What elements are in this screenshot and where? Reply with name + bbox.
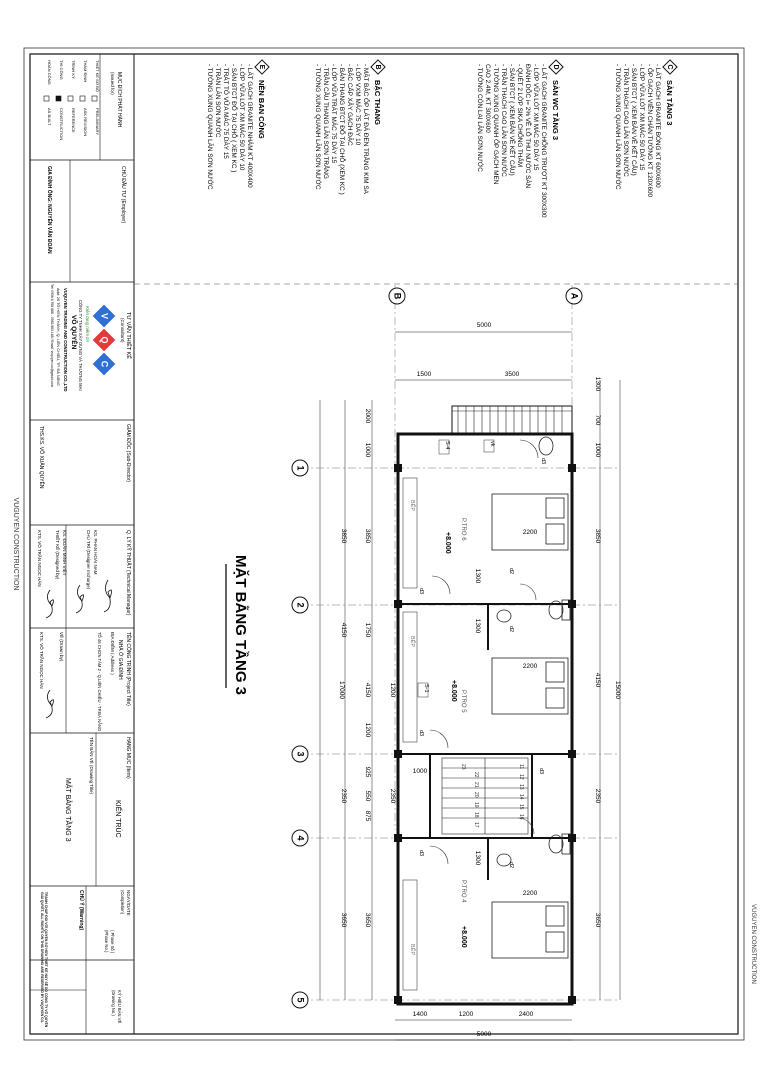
drawing-no-label: KÝ HIỆU BẢN VẼ xyxy=(117,990,122,1024)
drawing-no-sub: (Drawing No.) xyxy=(111,990,116,1016)
logo-letter-v: V xyxy=(99,312,110,320)
logo-letter-q: Q xyxy=(99,336,110,344)
phase-sub: (Phase No.) xyxy=(104,930,109,953)
note-line: - TRẦN CẦU THANG LĂN SƠN TRẮNG xyxy=(322,64,329,179)
notes-area xyxy=(206,60,677,218)
note-line: - TRẦN THẠCH CAO LĂN SƠN NƯỚC xyxy=(500,64,507,177)
note-line: - LÁT GẠCH GRANITE NHÁM KT 400X400 xyxy=(246,64,253,188)
outer-border xyxy=(24,48,744,1040)
note-line: - LỚP VỮA LÓT XM MÁC 50 DÀY 15 xyxy=(532,64,539,171)
dimension-label: 3850 xyxy=(340,528,347,544)
dimension-label: 1400 xyxy=(412,1011,428,1018)
dimension-label: 1200 xyxy=(458,1011,474,1018)
dimension-label: 3650 xyxy=(364,912,371,928)
dimension-label: 4150 xyxy=(340,622,347,638)
dimension-label: 3650 xyxy=(340,912,347,928)
dimension-label: 2400 xyxy=(518,1011,534,1018)
company-logo xyxy=(85,305,115,376)
doors xyxy=(430,440,538,864)
project-name: NHÀ Ở GIA ĐÌNH xyxy=(117,640,123,680)
dimension-label: 550 xyxy=(364,790,371,802)
axis-label-5: 5 xyxy=(295,997,306,1003)
drawn-by-label: VẼ (Drawn by) xyxy=(59,632,64,662)
sanitary-fixtures xyxy=(497,437,570,869)
kitchen-label-3: BẾP xyxy=(409,944,415,956)
dimension-label: 1200 xyxy=(389,682,396,698)
note-line: - TƯỜNG XUNG QUANH LĂN SƠN NƯỚC xyxy=(206,64,213,190)
employer-name: GIA ĐÌNH ÔNG: NGUYỄN VĂN ĐOÀN xyxy=(46,166,52,254)
staircase xyxy=(442,758,528,834)
signature-chutri xyxy=(76,585,84,613)
note-line: - BẢN THANG BTCT ĐỔ TẠI CHỖ (XEM KC ) xyxy=(338,64,345,195)
side-company-label-right: VUGUYEN CONSTRUCTION xyxy=(750,904,756,984)
director-name: THS.KS. VÕ XUÂN QUYỀN xyxy=(38,426,44,489)
dimension-label: 15000 xyxy=(614,680,621,700)
dimension-label: 1300 xyxy=(594,376,601,392)
note-line: - TRẦN THẠCH CAO LĂN SƠN NƯỚC xyxy=(622,64,629,177)
note-line: - LÁT GẠCH GRANITE CHỐNG TRƯỢT KT 300X300 xyxy=(540,64,547,218)
dimension-labels xyxy=(338,322,621,1038)
note-line: - TRẦN LĂN SƠN NƯỚC xyxy=(214,64,221,138)
designed-by-label: THIẾT KẾ (Designed by) xyxy=(55,530,60,580)
drawing-title: MẶT BẰNG TẦNG 3 xyxy=(232,555,249,695)
item-value: KIẾN TRÚC xyxy=(114,800,121,838)
designer-incharge-label: CHỦ TRÌ (Designer Incharge) xyxy=(86,530,91,590)
note-line: - LỚP VỮA TRÁT MÁC 75 DÀY 15 xyxy=(330,64,337,164)
dimension-label: 17000 xyxy=(338,680,345,700)
dimension-label: 1500 xyxy=(416,371,432,378)
svg-text:d2: d2 xyxy=(508,568,514,575)
svg-text:d2: d2 xyxy=(508,626,514,633)
dimension-label: 2350 xyxy=(594,788,601,804)
note-line: - SÀN BTCT ( XEM BẢN VẼ KẾT CẤU) xyxy=(508,64,515,176)
designer-incharge-name: KS. ĐOÀN MINH VIỆT xyxy=(62,530,67,576)
stair-step-number: 22 xyxy=(473,772,479,778)
dimension-label: 1200 xyxy=(364,722,371,738)
axis-label-4: 4 xyxy=(295,835,306,841)
issued-for-checkbox xyxy=(80,96,85,101)
note-letter: E xyxy=(258,64,266,70)
dimension-label: 1000 xyxy=(412,768,428,775)
stair-step-number: 23 xyxy=(460,764,466,770)
warning-text: TRANH CHẤP ĐỐI VỚI QUYỀN SỞ HỮU THIẾT KẾ NÀY SẼ DO CÔNG TY VÕ QUYÊN GIẢI QUYẾT. ALL RIGHTS ON THIS DRAWING ARE RESERVED BY VUQUYEN CO. xyxy=(39,892,48,1028)
phase-label: ( Phase Số ) xyxy=(110,930,115,954)
axis-label-2: 2 xyxy=(295,602,306,608)
note-line: - TƯỜNG XUNG QUANH LĂN SƠN NƯỚC xyxy=(614,64,621,190)
address-label: ĐỊA ĐIỂM ( Address ) xyxy=(110,632,115,675)
note-block-e xyxy=(206,60,269,190)
employer-label: CHỦ ĐẦU TƯ (Employer) xyxy=(120,166,126,224)
stair-step-number: 16 xyxy=(518,814,524,820)
warning-text-box xyxy=(8,892,48,1028)
issued-for-sub: (Issued for) xyxy=(110,72,115,95)
note-line: - SÀN BTCT ĐỔ TẠI CHỖ ( XEM KC ) xyxy=(230,64,237,173)
axis-bubbles xyxy=(292,288,582,1008)
room-label-5: P.TRỌ 5 xyxy=(460,690,466,713)
dimension-label: 1300 xyxy=(474,618,481,634)
floor-plan xyxy=(292,285,621,1040)
svg-text:d3: d3 xyxy=(418,588,424,595)
issued-for-row-sub: AS BUILT xyxy=(47,108,52,126)
warning-label: CHÚ Ý (Warning) xyxy=(78,890,84,931)
drawing-title-label: TÊN BẢN VẼ (Drawing Title) xyxy=(89,737,94,795)
issued-for-row-sub: ASK REVISION xyxy=(83,108,88,137)
svg-text:d3: d3 xyxy=(418,850,424,857)
dimension-label: 875 xyxy=(364,810,371,822)
room-label-6: P.TRỌ 6 xyxy=(460,518,466,541)
drawing-title-value: MẶT BẰNG TẦNG 3 xyxy=(64,778,71,842)
note-block-d xyxy=(476,60,563,218)
axis-label-1: 1 xyxy=(295,465,306,471)
note-line: - TƯỜNG XUNG QUANH ỐP GẠCH MEN xyxy=(492,64,499,185)
issued-for-row-sub: REFERENCE xyxy=(71,108,76,133)
logo-letter-c: C xyxy=(99,360,110,368)
room-label-4: P.TRỌ 4 xyxy=(460,880,466,903)
dimension-label: 4150 xyxy=(594,672,601,688)
company-short-name: VÕ QUYÊN xyxy=(70,315,77,350)
tech-manager-name: KS. PHAN HOÀI NAM xyxy=(93,530,98,575)
dimension-label: 2350 xyxy=(340,788,347,804)
company-name: CÔNG TY TNHH XÂY DỰNG VÀ THƯƠNG MẠI xyxy=(78,300,83,391)
axis-label-b: B xyxy=(392,292,403,300)
note-line: - TRÁT TÔ VỮA MÁC 75 DÀY 15 xyxy=(222,64,229,159)
note-line: - MẶT BẬC ỐP LÁT ĐÁ ĐEN TRẮNG KIM SA xyxy=(362,64,369,194)
stair-step-number: 21 xyxy=(473,782,479,788)
item-label: HẠNG MỤC (Item) xyxy=(125,737,131,779)
signature-drawn xyxy=(46,690,54,718)
stair-step-number: 17 xyxy=(473,822,479,828)
note-letter: B xyxy=(374,64,382,70)
kitchen-label-1: BẾP xyxy=(409,500,415,512)
dimension-label: 1750 xyxy=(364,622,371,638)
dimension-label: 3500 xyxy=(504,371,520,378)
issued-for-rows xyxy=(44,60,100,140)
note-title: SÀN WC TẦNG 3 xyxy=(551,80,560,140)
svg-text:S-4: S-4 xyxy=(444,441,450,450)
note-line: - ỐP GẠCH VIỀN CHÂN TƯỜNG KT 120X600 xyxy=(646,64,653,198)
dimension-label: 925 xyxy=(364,766,371,778)
issued-for-checkbox xyxy=(44,96,49,101)
dimension-label: 5000 xyxy=(476,1031,492,1038)
svg-text:S-1: S-1 xyxy=(423,684,429,693)
dimension-label: 700 xyxy=(594,414,601,426)
note-line: - SÀN BTCT ( XEM BẢN VẼ KẾT CẤU) xyxy=(630,64,637,176)
consultant-label: TƯ VẤN THIẾT KẾ xyxy=(125,312,131,359)
axis-label-a: A xyxy=(569,292,580,300)
stair-step-number: 14 xyxy=(518,794,524,800)
issued-for-row-label: TRÌNH KÝ xyxy=(71,60,76,79)
tech-manager-label: Q. LÝ KỸ THUẬT (Technical Managar) xyxy=(125,530,131,616)
note-line: - LỚP VỮA LÓT XM MÁC 50 DÀY 15 xyxy=(638,64,645,171)
consultant-sub: (Consultant) xyxy=(120,318,125,343)
dimension-label: 2350 xyxy=(389,788,396,804)
date-sub: (Completion) xyxy=(120,890,125,914)
issued-for-row-sub: PRELIMINARY xyxy=(95,108,100,136)
issued-for-checkbox xyxy=(68,96,73,101)
note-line: - QUÉT 2 LỚP SIKA CHỐNG THẤM xyxy=(516,64,523,168)
stair-step-number: 12 xyxy=(518,774,524,780)
director-label: GIÁM ĐỐC (Sub-Director) xyxy=(125,424,131,483)
drawn-by-name: KTS. VÕ TRẦN NGỌC HÂN xyxy=(39,632,44,689)
note-title: NỀN BAN CÔNG xyxy=(257,80,266,139)
note-title: SÀN TẦNG 3 xyxy=(665,80,674,126)
svg-text:vk: vk xyxy=(489,441,495,447)
issued-for-row-label: HOÀN CÔNG xyxy=(47,60,52,85)
title-block xyxy=(8,54,134,1034)
issued-for-row-label: THI CÔNG xyxy=(59,60,64,80)
company-en-name: VUQUYEN TRADING AND CONSTRUCTION CO.,LTD xyxy=(63,288,68,392)
element-tags xyxy=(418,440,546,868)
note-letter: C xyxy=(666,64,674,70)
dimension-label: 2200 xyxy=(522,529,538,536)
note-line: - LỚP VXM MÁC 75 DÀY 10 xyxy=(354,64,361,146)
dimension-label: 1000 xyxy=(364,442,371,458)
note-title: BẬC THANG xyxy=(373,80,382,125)
issued-for-checkbox xyxy=(56,96,61,101)
inner-border xyxy=(30,54,738,1034)
signature-tech xyxy=(104,580,112,612)
level-marker-3: +8.000 xyxy=(460,926,467,948)
stair-step-number: 19 xyxy=(473,802,479,808)
stair-step-number: 15 xyxy=(518,804,524,810)
kitchen-label-2: BẾP xyxy=(409,636,415,648)
issued-for-row-label: THẨM ĐỊNH xyxy=(83,60,88,83)
svg-text:d3: d3 xyxy=(538,768,544,775)
note-block-b xyxy=(314,60,385,195)
note-line: CAO 2.4M, KT 300X600 xyxy=(484,64,491,133)
dimension-label: 3650 xyxy=(594,912,601,928)
side-company-label: VUGUYEN CONSTRUCTION xyxy=(12,497,19,591)
note-line: - LÁT GẠCH GRANITE BÓNG KT 600X600 xyxy=(654,64,661,188)
dimension-label: 2000 xyxy=(364,408,371,424)
stair-step-number: 11 xyxy=(518,764,524,770)
dimension-label: 1300 xyxy=(474,568,481,584)
note-block-c xyxy=(614,60,677,198)
issued-for-label: MỤC ĐÍCH PHÁT HÀNH xyxy=(116,72,122,128)
company-tel: Tel: 0936.6 768 888 - 0983.983.168 / Email: vuquyen.co@gmail.com xyxy=(50,284,54,387)
dimension-label: 2200 xyxy=(522,663,538,670)
designed-by-name: KTS. VÕ TRẦN NGỌC HÂN xyxy=(37,530,42,587)
issued-for-row-label: THIẾT KẾ SƠ BỘ xyxy=(95,60,100,93)
level-marker-2: +8.000 xyxy=(450,680,457,702)
address-value: TỔ 46 CHƠN TÂM 2 - Q.LIÊN CHIỂU - TP.ĐÀ NẴNG xyxy=(97,632,102,732)
issued-for-row-sub: CONSTRUCTION xyxy=(59,108,64,141)
dimension-label: 3850 xyxy=(594,528,601,544)
axis-label-3: 3 xyxy=(295,751,306,757)
svg-text:d2: d2 xyxy=(508,862,514,869)
dimension-label: 1300 xyxy=(474,850,481,866)
issued-for-checkbox xyxy=(92,96,97,101)
beds xyxy=(492,494,568,958)
note-letter: D xyxy=(552,64,560,70)
company-address: Add: 26 TÔ HIẾN THÀNH, Q. LIÊN CHIỂU, TP. ĐÀ NẴNG xyxy=(56,288,60,386)
note-line: - TƯỜNG CÒN LẠI LĂN SƠN NƯỚC xyxy=(476,64,483,172)
stair-step-number: 18 xyxy=(473,812,479,818)
dimension-label: 2200 xyxy=(522,890,538,897)
dimension-label: 1000 xyxy=(594,442,601,458)
note-line: ĐÁNH DỐC i= 2% VỀ LỖ THU NƯỚC SÀN xyxy=(524,64,531,189)
svg-text:d3: d3 xyxy=(418,730,424,737)
svg-text:d3: d3 xyxy=(540,458,546,465)
logo-slogan: Kiến tạng niềm tin xyxy=(85,306,90,343)
project-label: TÊN CÔNG TRÌNH (Project Title) xyxy=(125,632,131,706)
note-line: - TƯỜNG XUNG QUANH LĂN SƠN NƯỚC xyxy=(314,64,321,190)
dimension-label: 5000 xyxy=(476,322,492,329)
stair-step-number: 13 xyxy=(518,784,524,790)
signature-design xyxy=(46,590,54,618)
note-line: - BẬC CẤP XÂY GẠCH ĐẶC xyxy=(346,64,353,146)
stair-step-number: 20 xyxy=(473,792,479,798)
kitchens xyxy=(403,478,417,990)
note-line: - LỚP VỮA LÓT XM MÁC 50 DÀY 10 xyxy=(238,64,245,171)
dimension-label: 3850 xyxy=(364,528,371,544)
date-label: NGÀY/DATE xyxy=(126,890,131,916)
level-marker-1: +8.000 xyxy=(444,532,451,554)
dimension-label: 4150 xyxy=(364,682,371,698)
